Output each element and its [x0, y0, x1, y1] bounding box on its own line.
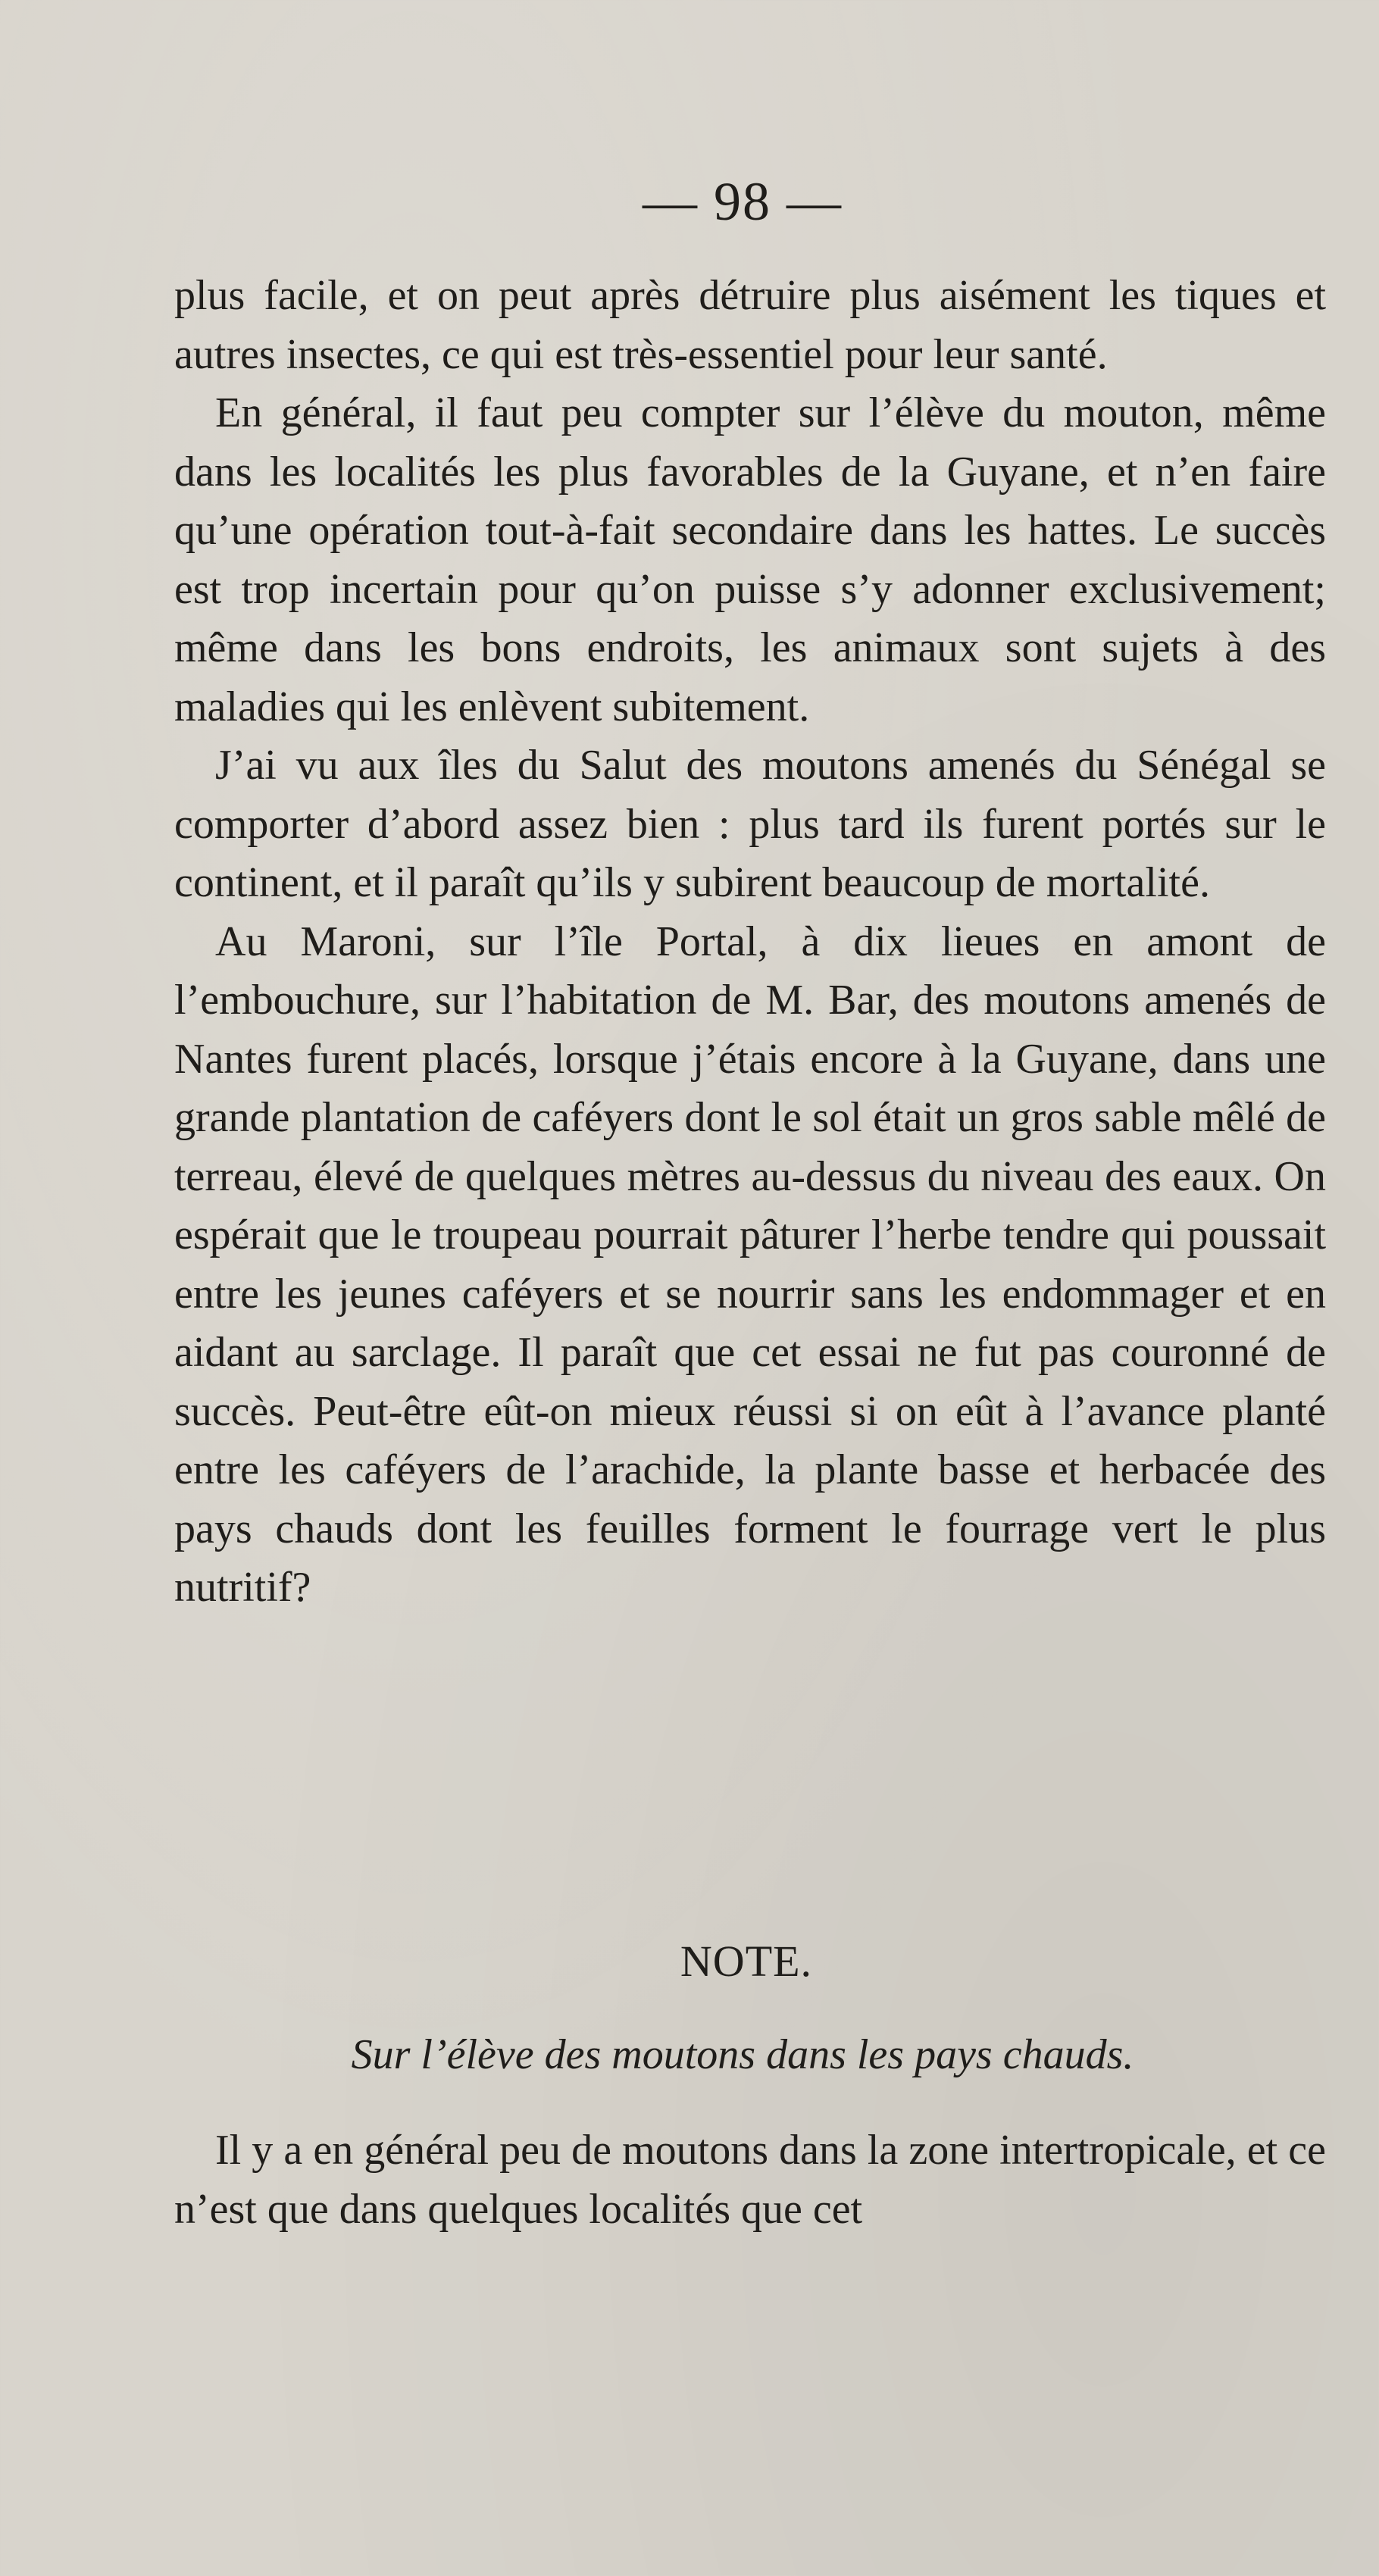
paragraph: Au Maroni, sur l’île Portal, à dix lieues en amont de l’embouchure, sur l’habitation de M. Bar, des moutons amenés de Nantes furent placés, lorsque j’étais encore à la Guyane, dans une grande plantation de caféyers dont le sol était un gros sable mêlé de terreau, élevé de quelques mètres au-dessus du niveau des eaux. On espérait que le troupeau pourrait pâturer l’herbe tendre qui poussait entre les jeunes caféyers et se nourrir sans les endommager et en aidant au sarclage. Il paraît que cet essai ne fut pas couronné de succès. Peut-être eût-on mieux réussi si on eût à l’avance planté entre les caféyers de l’arachide, la plante basse et herbacée des pays chauds dont les feuilles forment le fourrage vert le plus nutritif?	[174, 918, 1326, 1611]
paragraph-continued: plus facile, et on peut après détruire plus aisément les tiques et autres insectes, ce qui est très-essentiel pour leur santé.	[174, 272, 1326, 378]
note-subtitle: Sur l’élève des moutons dans les pays chauds.	[351, 2031, 1134, 2078]
note-paragraph: Il y a en général peu de moutons dans la zone intertropicale, et ce n’est que dans quelques localités que cet	[174, 2127, 1326, 2233]
main-text	[174, 267, 1326, 1618]
paragraph: J’ai vu aux îles du Salut des moutons amenés du Sénégal se comporter d’abord assez bien : plus tard ils furent portés sur le continent, et il paraît qu’ils y subirent beaucoup de mortalité.	[174, 742, 1326, 906]
paragraph: En général, il faut peu compter sur l’élève du mouton, même dans les localités les plus favorables de la Guyane, et n’en faire qu’une opération tout-à-fait secondaire dans les hattes. Le succès est trop incertain pour qu’on puisse s’y adonner exclusivement; même dans les bons endroits, les animaux sont sujets à des maladies qui les enlèvent subitement.	[174, 389, 1326, 730]
note-text	[174, 2121, 1326, 2239]
page-number: — 98 —	[643, 171, 843, 232]
note-heading: NOTE.	[680, 1937, 813, 1986]
